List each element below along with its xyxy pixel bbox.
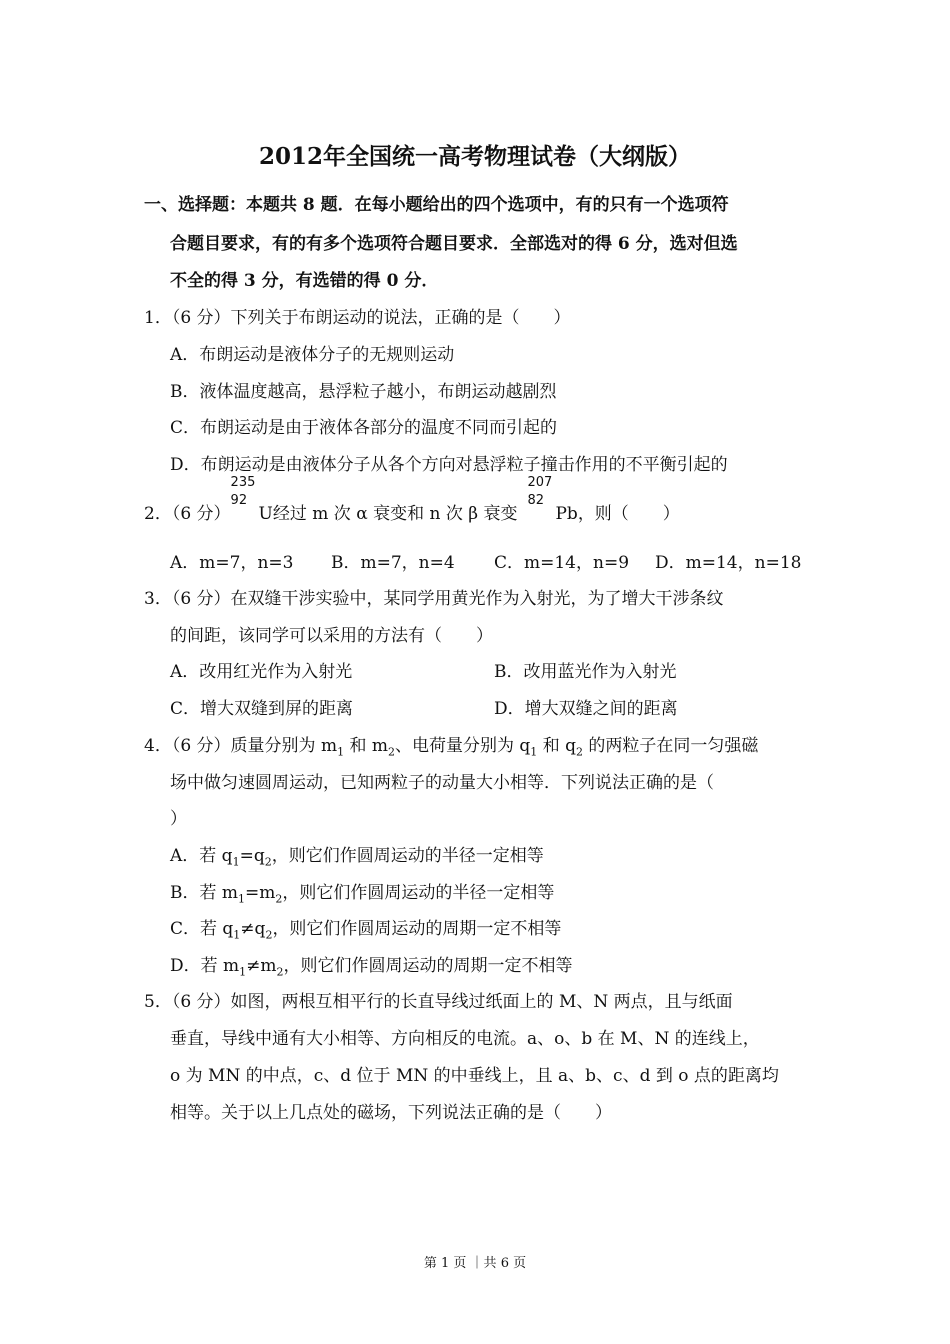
option-text: ≠q [240, 919, 266, 939]
subscript: 1 [239, 965, 247, 979]
q3-option-b: B．改用蓝光作为入射光 [494, 662, 677, 682]
option-text: C．若 q [170, 919, 234, 939]
q1-option-c: C．布朗运动是由于液体各部分的温度不同而引起的 [170, 418, 558, 438]
q2-option-c: C．m=14，n=9 [494, 553, 630, 573]
option-text: D．若 m [170, 956, 240, 976]
page-footer: 第 1 页 ｜共 6 页 [423, 1256, 527, 1271]
q4-option-b [170, 878, 554, 905]
q2-option-d: D．m=14，n=18 [655, 553, 802, 573]
lead-nuclide [527, 475, 555, 519]
q5-stem-line-4: 相等。关于以上几点处的磁场，下列说法正确的是（ ） [170, 1103, 612, 1123]
q5-stem-line-3: o 为 MN 的中点，c、d 位于 MN 的中垂线上，且 a、b、c、d 到 o 点的距离均 [170, 1066, 779, 1086]
option-text: B．若 m [170, 883, 239, 903]
option-text: ，则它们作圆周运动的半径一定相等 [282, 883, 555, 903]
q4-text: 4．（6 分）质量分别为 m [144, 736, 338, 756]
uranium-symbol: U [258, 504, 273, 524]
q1-option-b: B．液体温度越高，悬浮粒子越小，布朗运动越剧烈 [170, 382, 557, 402]
option-text: =m [245, 883, 276, 903]
q4-option-c [170, 914, 561, 941]
q4-option-d [170, 951, 573, 978]
lead-symbol: Pb [555, 504, 578, 524]
subscript: 2 [576, 745, 583, 759]
lead-mass-number: 207 [527, 475, 553, 490]
page-title: 2012年全国统一高考物理试卷（大纲版） [258, 143, 691, 170]
lead-atomic-number: 82 [527, 493, 545, 508]
subscript: 1 [238, 892, 246, 906]
q3-option-a: A．改用红光作为入射光 [170, 662, 353, 682]
option-text: ，则它们作圆周运动的周期一定不相等 [272, 919, 562, 939]
section-heading-line-3: 不全的得 3 分，有选错的得 0 分． [170, 271, 439, 291]
option-text: ，则它们作圆周运动的半径一定相等 [271, 846, 544, 866]
q2-suffix: ，则（ ） [577, 504, 680, 524]
q4-stem-line-1 [144, 731, 758, 758]
q1-option-d: D．布朗运动是由液体分子从各个方向对悬浮粒子撞击作用的不平衡引起的 [170, 455, 728, 475]
section-heading-line-2: 合题目要求，有的有多个选项符合题目要求．全部选对的得 6 分，选对但选 [170, 234, 738, 254]
subscript: 1 [232, 855, 240, 869]
subscript: 2 [388, 745, 395, 759]
uranium-nuclide [230, 475, 259, 519]
uranium-atomic-number: 92 [230, 493, 248, 508]
subscript: 1 [337, 745, 345, 759]
q5-stem-line-1: 5．（6 分）如图，两根互相平行的长直导线过纸面上的 M、N 两点，且与纸面 [144, 992, 733, 1012]
option-text: =q [239, 846, 265, 866]
subscript: 1 [233, 928, 241, 942]
q3-stem-line-2: 的间距，该同学可以采用的方法有（ ） [170, 626, 493, 646]
q2-prefix: 2．（6 分） [144, 504, 231, 524]
q2-stem [144, 475, 680, 524]
uranium-mass-number: 235 [230, 475, 256, 490]
subscript: 2 [264, 855, 272, 869]
subscript: 1 [530, 745, 538, 759]
q4-text: 、电荷量分别为 q [395, 736, 531, 756]
q3-option-c: C．增大双缝到屏的距离 [170, 699, 354, 719]
q1-stem: 1．（6 分）下列关于布朗运动的说法，正确的是（ ） [144, 308, 571, 328]
subscript: 2 [276, 965, 284, 979]
q3-stem-line-1: 3．（6 分）在双缝干涉实验中，某同学用黄光作为入射光，为了增大干涉条纹 [144, 589, 724, 609]
q4-stem-line-2: 场中做匀速圆周运动，已知两粒子的动量大小相等．下列说法正确的是（ [170, 773, 714, 793]
q4-option-a [170, 841, 544, 868]
q4-text: 和 q [537, 736, 576, 756]
q4-stem-line-3: ） [170, 809, 187, 829]
option-text: ，则它们作圆周运动的周期一定不相等 [283, 956, 573, 976]
option-text: ≠m [246, 956, 277, 976]
q4-text: 和 m [344, 736, 388, 756]
q3-option-d: D．增大双缝之间的距离 [494, 699, 678, 719]
q4-text: 的两粒子在同一匀强磁 [583, 736, 759, 756]
q5-stem-line-2: 垂直，导线中通有大小相等、方向相反的电流。a、o、b 在 M、N 的连线上， [170, 1029, 760, 1049]
q2-option-b: B．m=7，n=4 [331, 553, 455, 573]
q2-middle-text: 经过 m 次 α 衰变和 n 次 β 衰变 [272, 504, 518, 524]
subscript: 2 [265, 928, 273, 942]
q1-option-a: A．布朗运动是液体分子的无规则运动 [170, 345, 455, 365]
section-heading-line-1: 一、选择题：本题共 8 题．在每小题给出的四个选项中，有的只有一个选项符 [144, 195, 729, 215]
option-text: A．若 q [170, 846, 233, 866]
subscript: 2 [275, 892, 283, 906]
q2-option-a: A．m=7，n=3 [170, 553, 294, 573]
